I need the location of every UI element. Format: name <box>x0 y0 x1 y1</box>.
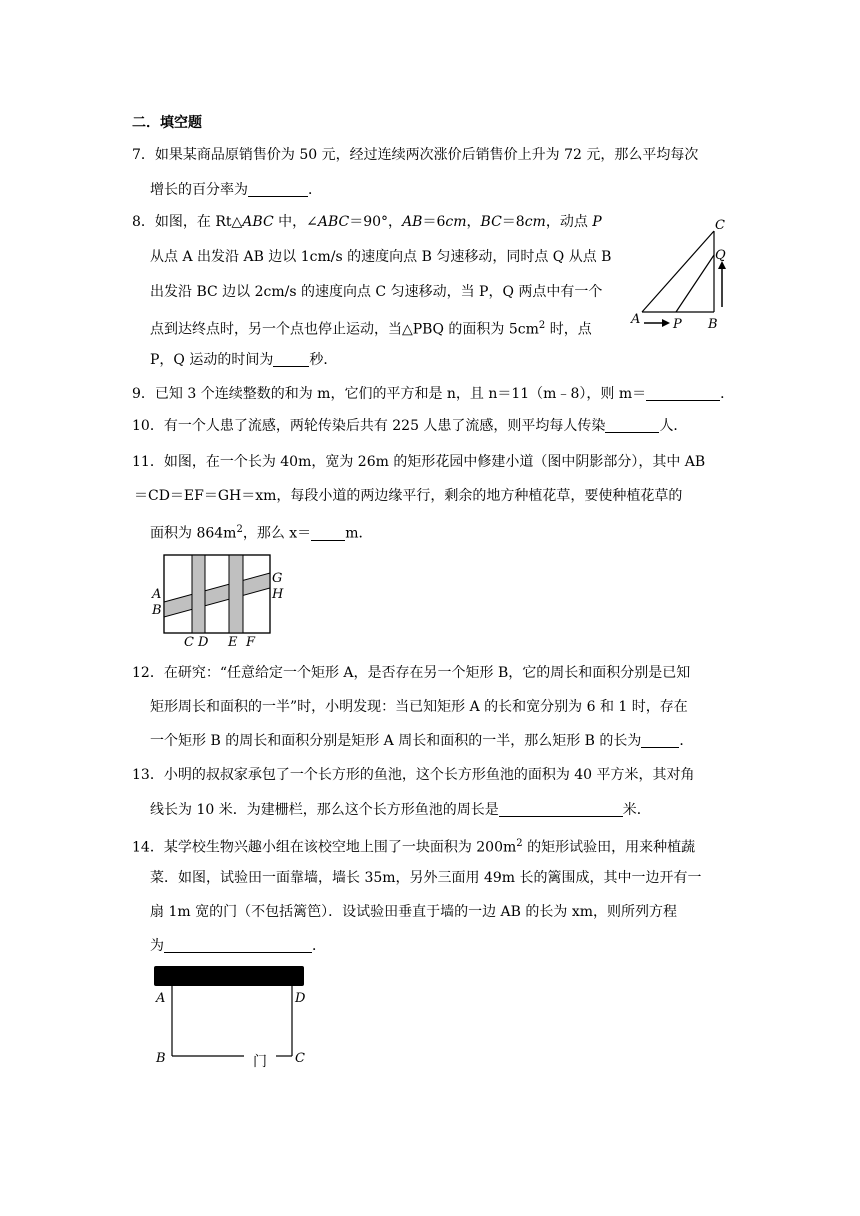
q8-var: BC <box>480 214 502 230</box>
answer-blank[interactable] <box>248 182 308 197</box>
q14-line-4 <box>150 936 326 956</box>
label-c: C <box>715 218 725 233</box>
q8-line-1 <box>132 212 602 232</box>
answer-blank[interactable] <box>605 418 659 433</box>
q8-line-4 <box>150 316 592 340</box>
q13-line-1: 13．小明的叔叔家承包了一个长方形的鱼池，这个长方形鱼池的面积为 40 平方米，其对角 <box>132 767 695 783</box>
q14-line-2: 菜．如图，试验田一面靠墙，墙长 35m，另外三面用 49m 长的篱围成，其中一边开有一 <box>150 870 702 886</box>
answer-blank[interactable] <box>499 802 623 817</box>
answer-blank[interactable] <box>641 733 679 748</box>
q7-text-b: ． <box>308 182 322 198</box>
q8-text: ，动点 <box>545 214 593 230</box>
q7-line-2 <box>150 180 322 200</box>
q7-text-a: 增长的百分率为 <box>150 182 248 198</box>
answer-blank[interactable] <box>164 938 312 953</box>
q13-line-2 <box>150 800 651 820</box>
q8-var: AB <box>402 214 423 230</box>
answer-blank[interactable] <box>273 352 309 367</box>
q11-line-1: 11．如图，在一个长为 40m，宽为 26m 的矩形花园中修建小道（图中阴影部分），其中 AB <box>132 454 706 470</box>
label-b: B <box>152 603 162 618</box>
q11-text: 面积为 864m <box>150 525 237 542</box>
label-a: A <box>152 587 162 602</box>
q9-text: ． <box>720 386 735 402</box>
answer-blank[interactable] <box>646 386 720 401</box>
label-f: F <box>246 635 256 650</box>
garden-figure <box>148 550 298 650</box>
vertical-path-left <box>192 555 205 633</box>
q14-line-3: 扇 1m 宽的门（不包括篱笆）．设试验田垂直于墙的一边 AB 的长为 xm，则所列方程 <box>150 904 678 920</box>
q8-line-5 <box>150 350 337 370</box>
label-e: E <box>228 635 238 650</box>
q8-var: cm <box>524 214 546 230</box>
q8-var: P <box>592 214 602 230</box>
q11-text: m． <box>345 525 373 542</box>
door-label: 门 <box>253 1054 267 1070</box>
vertical-path-right <box>229 555 243 633</box>
q8-text: 时，点 <box>545 321 592 338</box>
q13-text: 米． <box>622 802 651 818</box>
superscript: 2 <box>516 838 523 849</box>
label-h: H <box>272 587 284 602</box>
q9-line <box>132 384 734 404</box>
label-c: C <box>295 1051 305 1066</box>
q8-text: 中，∠ <box>273 214 318 230</box>
q12-line-3 <box>150 731 693 751</box>
q8-text: P，Q 运动的时间为 <box>150 352 274 368</box>
q7-line-1: 7．如果某商品原销售价为 50 元，经过连续两次涨价后销售价上升为 72 元，那么平均每次 <box>132 147 699 163</box>
q12-line-1: 12．在研究：“任意给定一个矩形 A，是否存在另一个矩形 B，它的周长和面积分别是已知 <box>132 665 691 681</box>
q12-text: 一个矩形 B 的周长和面积分别是矩形 A 周长和面积的一半，那么矩形 B 的长为 <box>150 733 642 749</box>
q12-line-2: 矩形周长和面积的一半”时，小明发现：当已知矩形 A 的长和宽分别为 6 和 1 时，存在 <box>150 699 688 715</box>
section-title: 二．填空题 <box>132 115 202 131</box>
label-g: G <box>272 571 283 586</box>
field-figure <box>150 962 320 1074</box>
triangle-figure <box>626 215 736 335</box>
q8-text: 秒． <box>309 352 338 368</box>
label-b: B <box>156 1051 166 1066</box>
q11-line-2: ＝CD＝EF＝GH＝xm，每段小道的两边缘平行，剩余的地方种植花草，要使种植花草的 <box>134 488 683 504</box>
q8-text: ＝90°， <box>349 214 403 230</box>
label-d: D <box>198 635 209 650</box>
q14-text: ． <box>312 938 326 954</box>
q8-var: cm <box>445 214 467 230</box>
answer-blank[interactable] <box>311 526 345 541</box>
label-d: D <box>295 991 306 1006</box>
superscript: 2 <box>236 524 243 535</box>
q9-text: 9．已知 3 个连续整数的和为 m，它们的平方和是 n，且 n＝11（m﹣8），则 m＝ <box>132 386 647 402</box>
q14-text: 14．某学校生物兴趣小组在该校空地上围了一块面积为 200m <box>132 839 517 856</box>
q8-text: ＝6 <box>422 214 446 230</box>
q11-line-3 <box>150 520 372 544</box>
q8-text: 8．如图，在 Rt△ <box>132 214 243 230</box>
q8-var: ABC <box>317 214 350 230</box>
wall <box>154 966 304 986</box>
label-a: A <box>156 991 166 1006</box>
q10-line <box>132 416 687 436</box>
q10-text: 人． <box>659 418 688 434</box>
label-p: P <box>673 317 682 332</box>
q8-text: 点到达终点时，另一个点也停止运动，当△PBQ 的面积为 5cm <box>150 321 539 338</box>
arrow-right-head <box>662 319 670 327</box>
q14-line-1 <box>132 834 695 858</box>
label-c: C <box>184 635 194 650</box>
q8-text: ＝8 <box>501 214 525 230</box>
label-b: B <box>708 317 718 332</box>
q14-text: 为 <box>150 938 164 954</box>
q11-text: ，那么 x＝ <box>242 525 312 542</box>
segment-pq <box>676 255 714 312</box>
q12-text: ． <box>679 733 694 749</box>
q8-line-3: 出发沿 BC 边以 2cm/s 的速度向点 C 匀速移动，当 P，Q 两点中有一个 <box>150 284 603 300</box>
q8-line-2: 从点 A 出发沿 AB 边以 1cm/s 的速度向点 B 匀速移动，同时点 Q 从点 B <box>150 249 612 265</box>
q8-var: ABC <box>242 214 274 230</box>
label-q: Q <box>715 248 726 263</box>
q8-text: ， <box>466 214 481 230</box>
q10-text: 10．有一个人患了流感，两轮传染后共有 225 人患了流感，则平均每人传染 <box>132 418 606 434</box>
q14-text: 的矩形试验田，用来种植蔬 <box>522 839 696 856</box>
superscript: 2 <box>538 320 546 331</box>
label-a: A <box>631 312 641 327</box>
q13-text: 线长为 10 米．为建栅栏，那么这个长方形鱼池的周长是 <box>150 802 499 818</box>
